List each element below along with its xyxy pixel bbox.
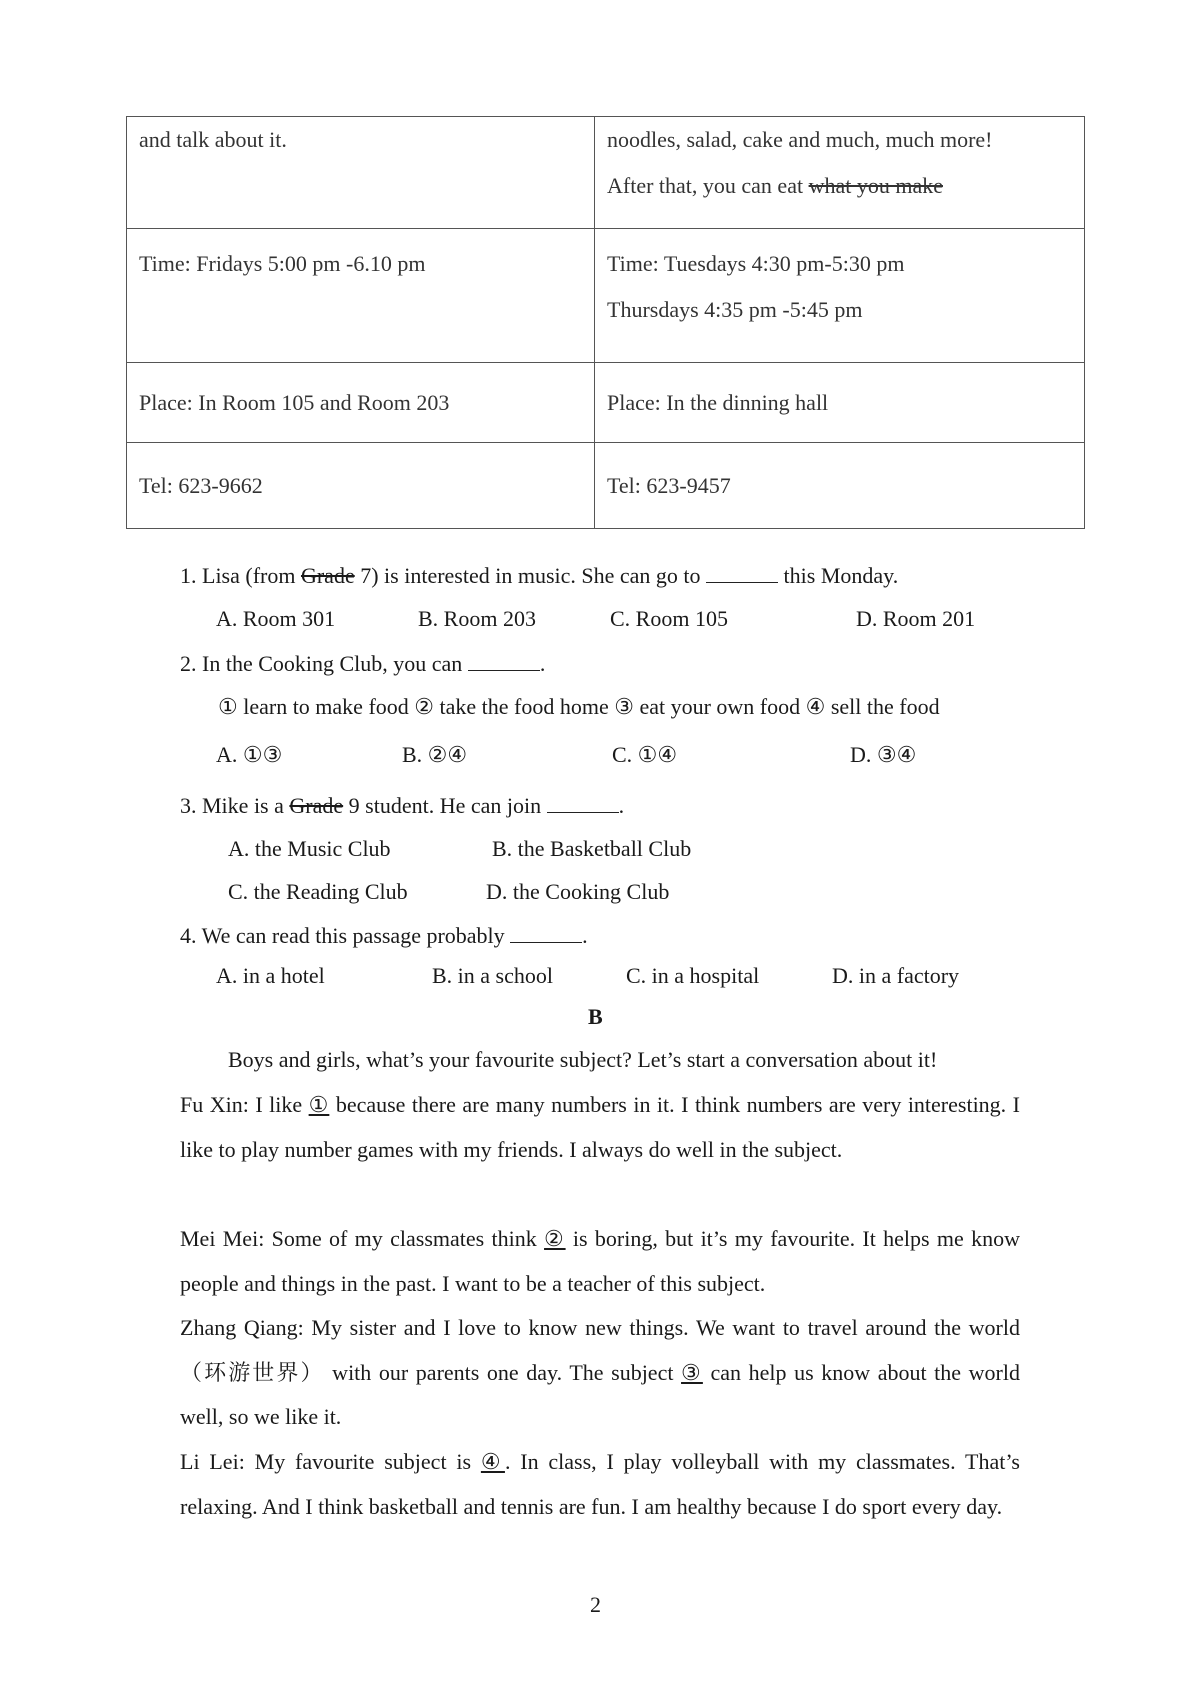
cell-text-prefix: After that, you can eat [607, 173, 809, 198]
paragraph-text: My sister and I love to know new things. We want to travel around the world（环游世界） with our parents one day. The subject [180, 1315, 1020, 1385]
answer-blank [706, 562, 778, 583]
question-text: Mike is a [202, 793, 290, 818]
question-text: In the Cooking Club, you can [202, 651, 468, 676]
paragraph-text: can help us know about the world well, so we like it. [180, 1359, 1020, 1429]
option-b: B. in a school [432, 963, 553, 988]
section-intro: Boys and girls, what’s your favourite subject? Let’s start a conversation about it! [228, 1047, 938, 1072]
time-text: Time: Fridays 5:00 pm -6.10 pm [139, 251, 426, 276]
answer-blank [547, 792, 619, 813]
speaker-name: Mei Mei: [180, 1226, 265, 1251]
table-row [127, 443, 1085, 529]
table-row [127, 363, 1085, 443]
struck-text: what you make [808, 173, 943, 198]
option-b: B. ②④ [402, 742, 468, 767]
option-a: A. the Music Club [228, 836, 391, 861]
table-cell [127, 363, 595, 443]
speaker-name: Fu Xin: [180, 1092, 249, 1117]
table-cell [595, 117, 1085, 229]
option-c: C. the Reading Club [228, 879, 408, 904]
paragraph-text: because there are many numbers in it. I think numbers are very interesting. I like to play number games with my friends. I always do well in the subject. [180, 1092, 1020, 1162]
answer-blank [510, 922, 582, 943]
paragraph-text: . In class, I play volleyball with my classmates. That’s relaxing. And I think basketball and tennis are fun. I am healthy because I do sport every day. [180, 1449, 1020, 1519]
option-a: A. in a hotel [216, 963, 325, 988]
club-info-table [126, 116, 1085, 529]
paragraph-text: is boring, but it’s my favourite. It helps me know people and things in the past. I want to be a teacher of this subject. [180, 1226, 1020, 1296]
question-text: 9 student. He can join [343, 793, 547, 818]
option-d: D. ③④ [850, 742, 917, 767]
tel-text: Tel: 623-9662 [139, 472, 263, 498]
question-number: 1. [180, 563, 197, 588]
option-a: A. ①③ [216, 742, 283, 767]
cell-text: noodles, salad, cake and much, much more! [607, 127, 993, 152]
question-number: 3. [180, 793, 197, 818]
paragraph-zhang-qiang [180, 1306, 1020, 1440]
option-d: D. the Cooking Club [486, 879, 670, 904]
section-heading: B [588, 1004, 603, 1029]
question-text: this Monday. [778, 563, 899, 588]
option-b: B. the Basketball Club [492, 836, 692, 861]
paragraph-text: My favourite subject is [244, 1449, 481, 1474]
option-a: A. Room 301 [216, 606, 336, 631]
table-cell [127, 229, 595, 363]
time-text: Thursdays 4:35 pm -5:45 pm [607, 297, 863, 322]
table-cell [595, 363, 1085, 443]
time-text: Time: Tuesdays 4:30 pm-5:30 pm [607, 251, 905, 276]
table-cell [595, 443, 1085, 529]
question-text: We can read this passage probably [201, 923, 511, 948]
answer-blank [468, 650, 540, 671]
option-d: D. in a factory [832, 963, 960, 988]
place-text: Place: In Room 105 and Room 203 [139, 389, 450, 415]
blank-marker: ④ [480, 1449, 505, 1474]
table-cell [127, 117, 595, 229]
question-number: 2. [180, 651, 197, 676]
question-text: . [582, 923, 588, 948]
paragraph-text: Some of my classmates think [264, 1226, 545, 1251]
question-text: . [539, 651, 546, 676]
table-row [127, 229, 1085, 363]
question-text: Lisa (from [202, 563, 301, 588]
cell-text [607, 163, 1072, 209]
question-2 [180, 650, 545, 677]
page-number: 2 [590, 1592, 601, 1617]
struck-text: Grade [300, 563, 355, 588]
speaker-name: Li Lei: [180, 1449, 245, 1474]
question-3 [180, 792, 624, 819]
place-text: Place: In the dinning hall [607, 389, 829, 415]
option-c: C. ①④ [612, 742, 678, 767]
question-text: . [618, 793, 625, 818]
speaker-name: Zhang Qiang: [180, 1315, 304, 1340]
cell-text: and talk about it. [139, 127, 287, 152]
option-c: C. Room 105 [610, 606, 728, 631]
question-number: 4. [180, 923, 197, 948]
paragraph-fu-xin [180, 1083, 1020, 1172]
option-d: D. Room 201 [856, 606, 976, 631]
table-row [127, 117, 1085, 229]
question-1 [180, 562, 898, 589]
choices-line: ① learn to make food ② take the food home ③ eat your own food ④ sell the food [218, 694, 940, 719]
paragraph-text: I like [248, 1092, 309, 1117]
question-4 [180, 922, 588, 949]
question-text: 7) is interested in music. She can go to [354, 563, 707, 588]
blank-marker: ③ [681, 1359, 703, 1385]
paragraph-mei-mei [180, 1217, 1020, 1306]
option-c: C. in a hospital [626, 963, 760, 988]
blank-marker: ② [544, 1226, 566, 1251]
option-b: B. Room 203 [418, 606, 536, 631]
table-cell [595, 229, 1085, 363]
struck-text: Grade [289, 793, 344, 818]
table-cell [127, 443, 595, 529]
paragraph-li-lei [180, 1440, 1020, 1529]
tel-text: Tel: 623-9457 [607, 472, 731, 498]
blank-marker: ① [308, 1092, 330, 1117]
